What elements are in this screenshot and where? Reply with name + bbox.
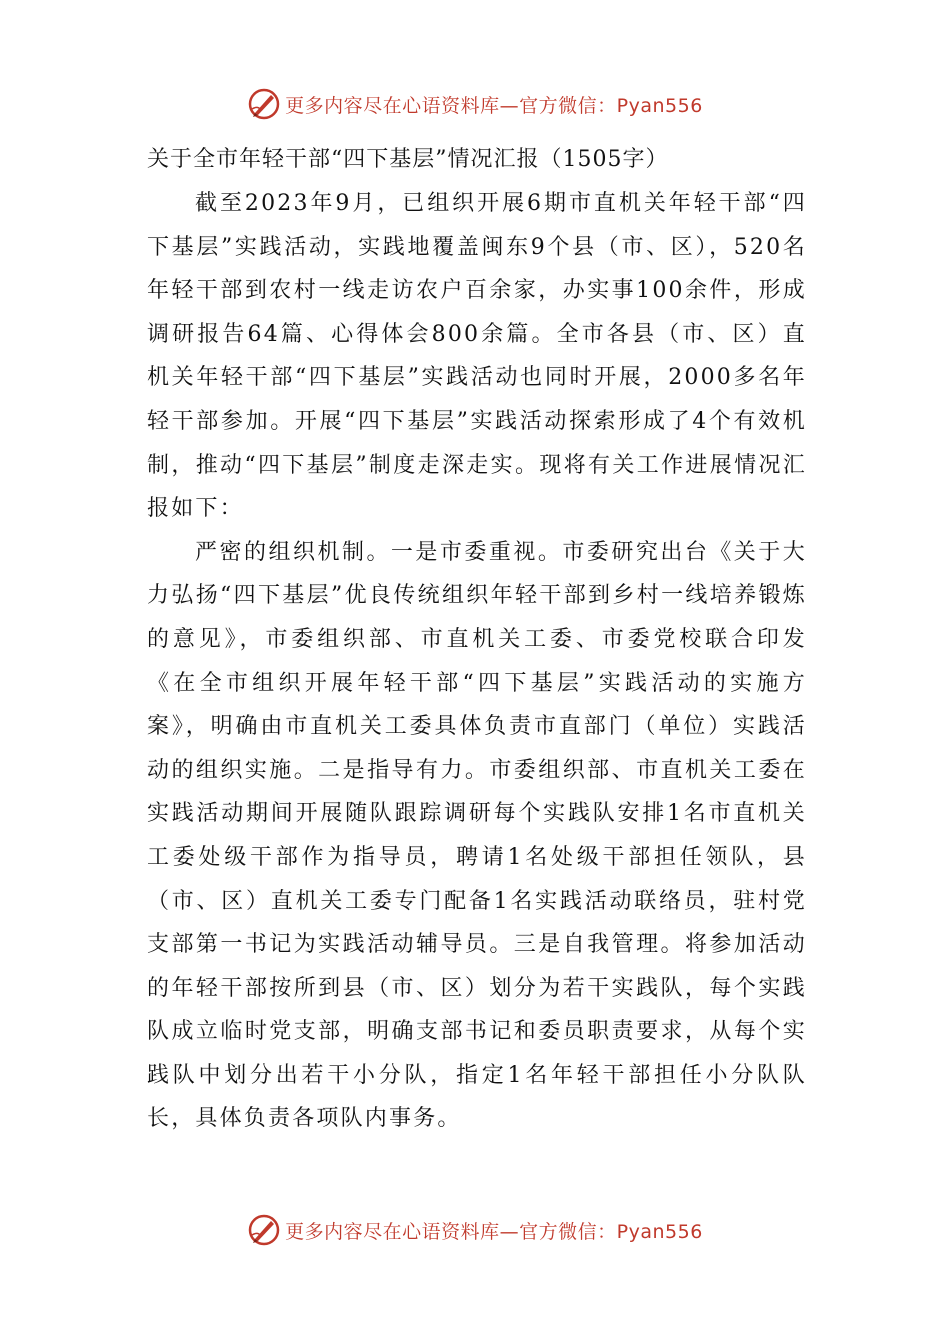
paragraph-intro: 截至2023年9月，已组织开展6期市直机关年轻干部“四下基层”实践活动，实践地覆盖闽东9个县（市、区），520名年轻干部到农村一线走访农户百余家，办实事100余件，形成调研报告64篇、心得体会800余篇。全市各县（市、区）直机关年轻干部“四下基层”实践活动也同时开展，2000多名年轻干部参加。开展“四下基层”实践活动探索形成了4个有效机制，推动“四下基层”制度走深走实。现将有关工作进展情况汇报如下： (147, 191, 807, 522)
document-body (147, 138, 807, 1141)
watermark-text: 更多内容尽在心语资料库—官方微信：Pyan556 (285, 1220, 703, 1243)
document-title: 关于全市年轻干部“四下基层”情况汇报（1505字） (147, 147, 669, 172)
pen-logo-icon (247, 87, 281, 121)
watermark-banner-bottom (0, 1210, 950, 1250)
watermark-text: 更多内容尽在心语资料库—官方微信：Pyan556 (285, 94, 703, 117)
pen-logo-icon (247, 1213, 281, 1247)
paragraph-organization-mechanism: 严密的组织机制。一是市委重视。市委研究出台《关于大力弘扬“四下基层”优良传统组织年轻干部到乡村一线培养锻炼的意见》，市委组织部、市直机关工委、市委党校联合印发《在全市组织开展年轻干部“四下基层”实践活动的实施方案》，明确由市直机关工委具体负责市直部门（单位）实践活动的组织实施。二是指导有力。市委组织部、市直机关工委在实践活动期间开展随队跟踪调研每个实践队安排1名市直机关工委处级干部作为指导员，聘请1名处级干部担任领队，县（市、区）直机关工委专门配备1名实践活动联络员，驻村党支部第一书记为实践活动辅导员。三是自我管理。将参加活动的年轻干部按所到县（市、区）划分为若干实践队，每个实践队成立临时党支部，明确支部书记和委员职责要求，从每个实践队中划分出若干小分队，指定1名年轻干部担任小分队队长，具体负责各项队内事务。 (147, 539, 807, 1132)
watermark-banner-top (0, 84, 950, 124)
